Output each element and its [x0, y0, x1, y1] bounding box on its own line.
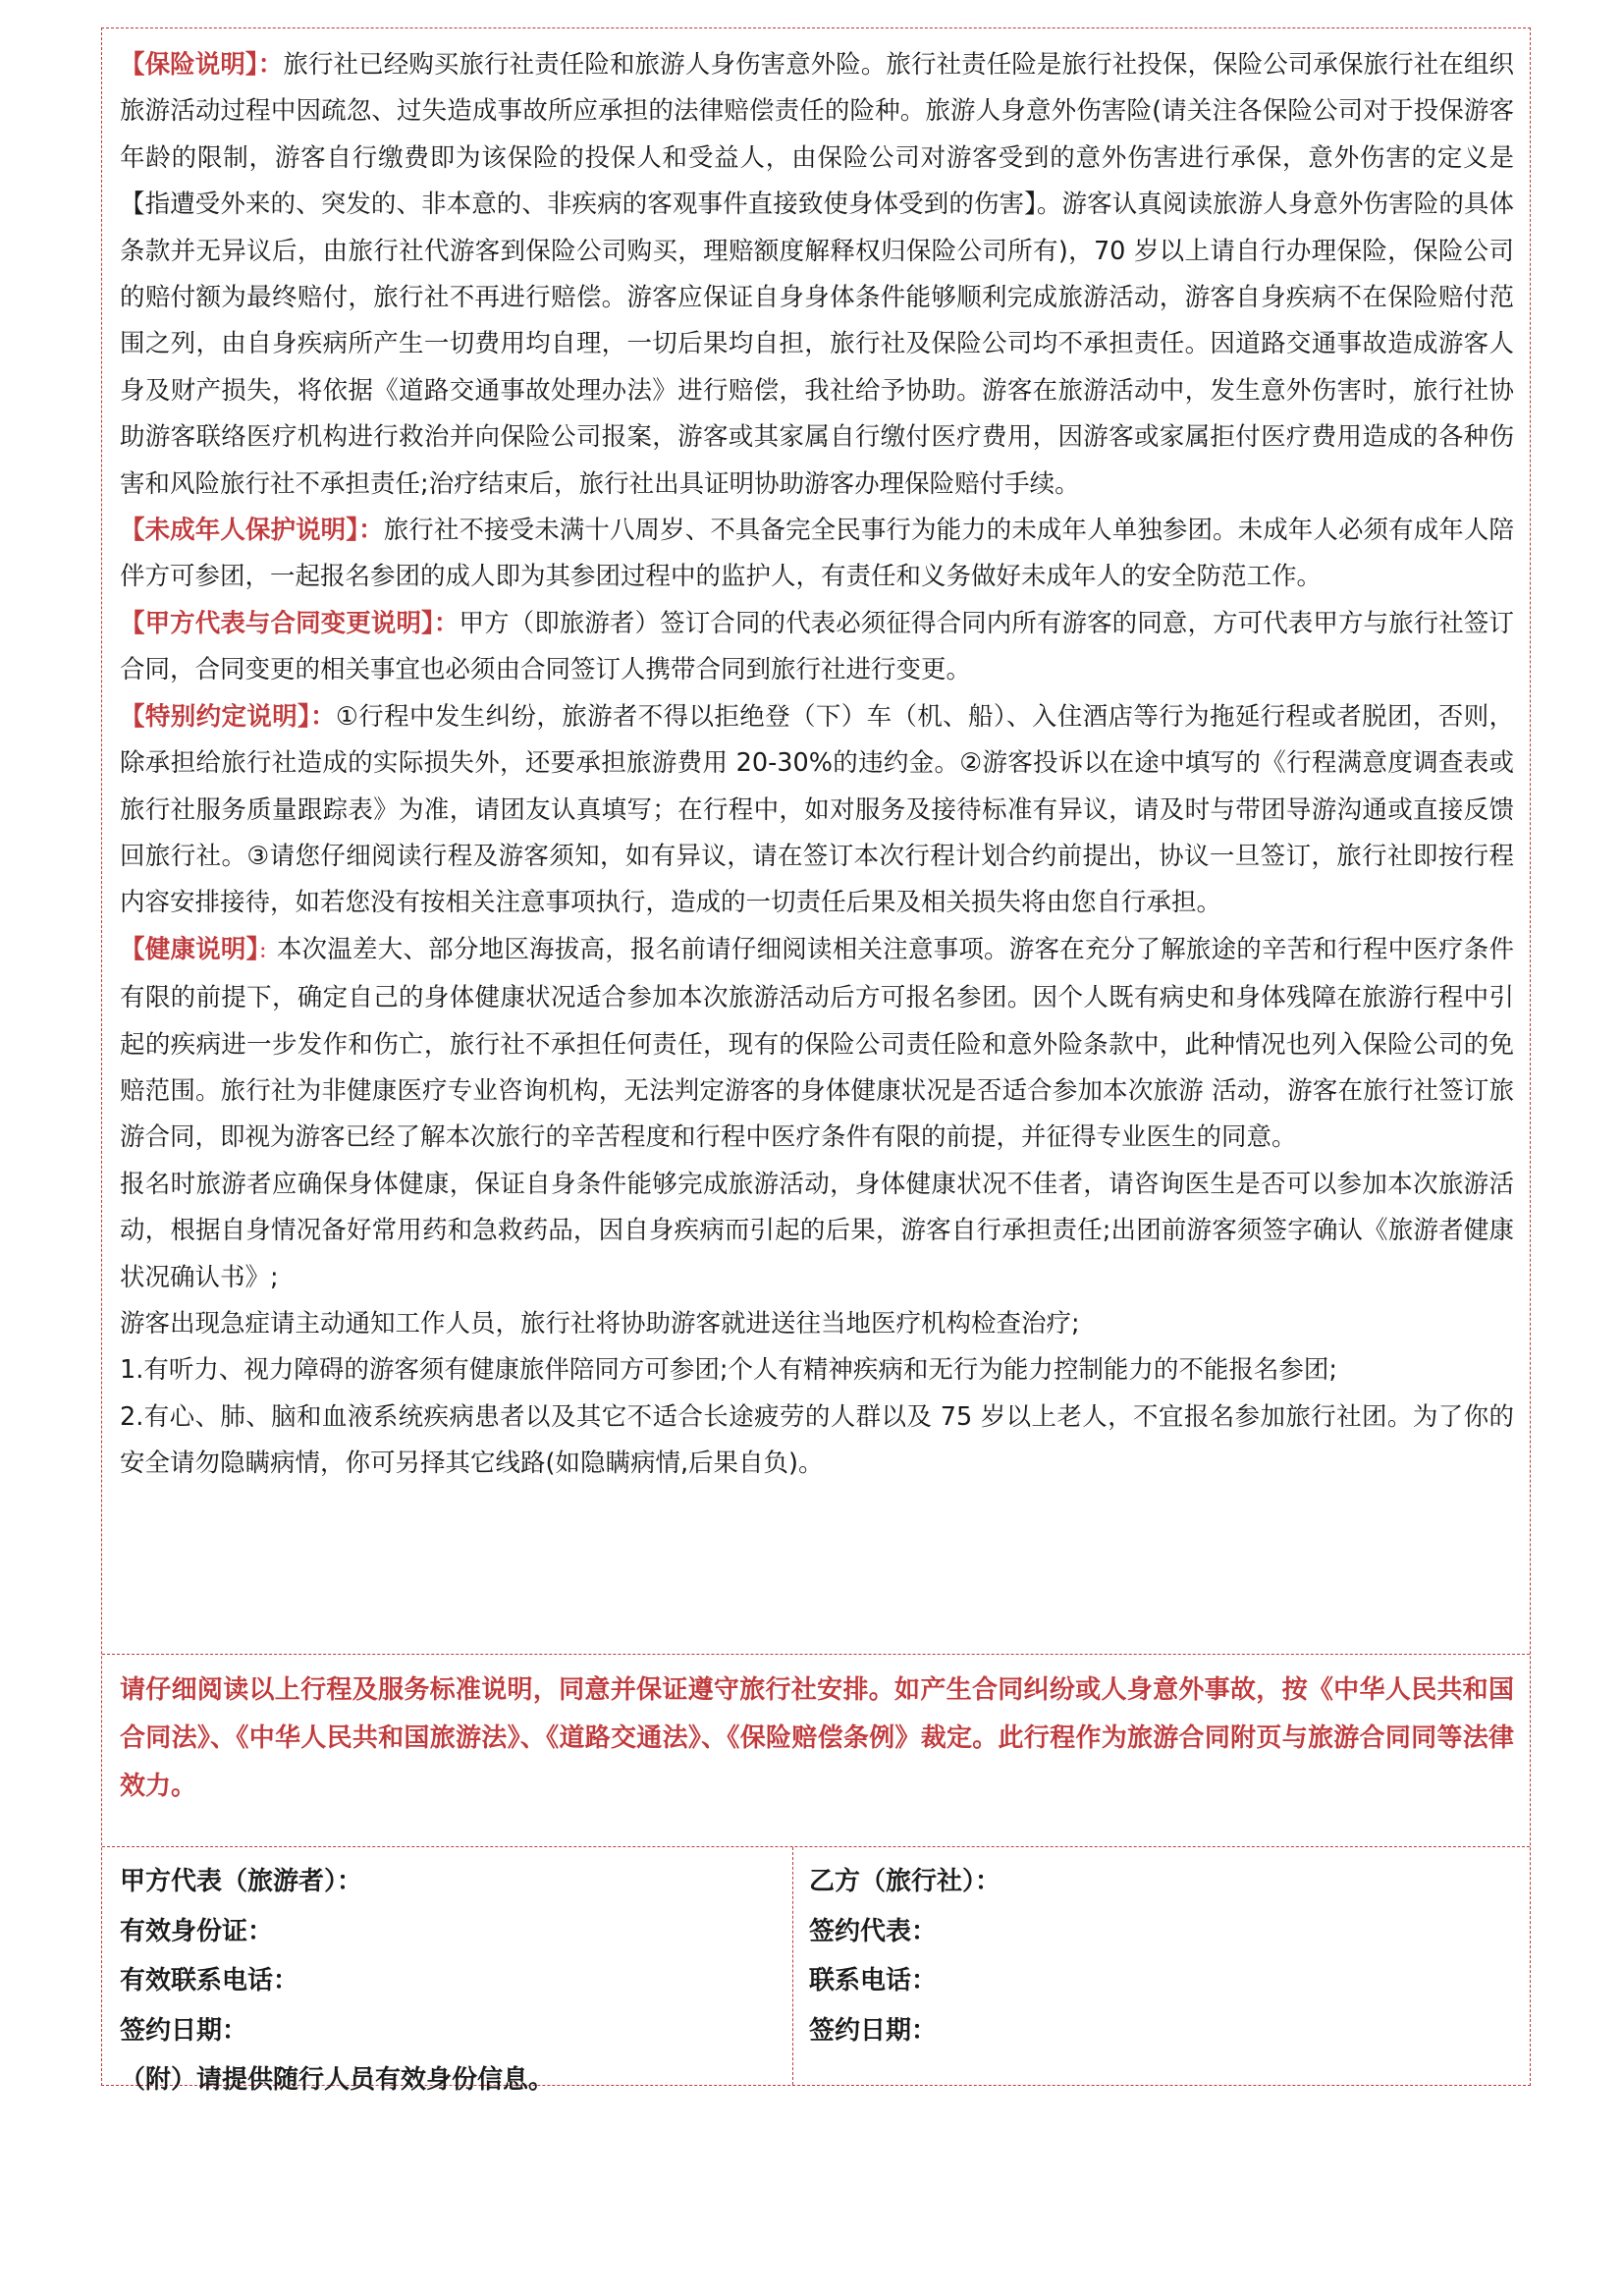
party-b-date-field: 签约日期： [809, 2015, 938, 2046]
legal-notice-text: 请仔细阅读以上行程及服务标准说明，同意并保证遵守旅行社安排。如产生合同纠纷或人身意外事故，按《中华人民共和国合同法》、《中华人民共和国旅游法》、《道路交通法》、《保险赔偿条例》裁定。此行程作为旅游合同附页与旅游合同同等法律效力。 [120, 1675, 1514, 1801]
representative-heading: 【甲方代表与合同变更说明】： [120, 608, 460, 638]
health-extra-line: 2.有心、肺、脑和血液系统疾病患者以及其它不适合长途疲劳的人群以及 75 岁以上老人，不宜报名参加旅行社团。为了你的安全请勿隐瞒病情，你可另择其它线路(如隐瞒病情,后果自负)。 [120, 1401, 1514, 1479]
party-a-column [102, 1847, 793, 2095]
insurance-paragraph [120, 42, 1514, 508]
minor-text: 旅行社不接受未满十八周岁、不具备完全民事行为能力的未成年人单独参团。未成年人必须有成年人陪伴方可参团，一起报名参团的成人即为其参团过程中的监护人，有责任和义务做好未成年人的安全防范工作。 [120, 516, 1514, 592]
party-b-column [793, 1847, 1530, 2085]
minor-paragraph [120, 508, 1514, 601]
special-text: ①行程中发生纠纷，旅游者不得以拒绝登（下）车（机、船）、入住酒店等行为拖延行程或者脱团，否则，除承担给旅行社造成的实际损失外，还要承担旅游费用 20-30%的违约金。②游客投诉以在途中填写的《行程满意度调查表或旅行社服务质量跟踪表》为准，请团友认真填写；在行程中，如对服务及接待标准有异议，请及时与带团导游沟通或直接反馈回旅行社。③请您仔细阅读行程及游客须知，如有异议，请在签订本次行程计划合约前提出，协议一旦签订，旅行社即按行程内容安排接待，如若您没有按相关注意事项执行，造成的一切责任后果及相关损失将由您自行承担。 [120, 701, 1514, 918]
signature-section [102, 1847, 1530, 2095]
party-a-phone-field: 有效联系电话： [120, 1966, 299, 1995]
special-paragraph [120, 694, 1514, 927]
health-extra-line: 报名时旅游者应确保身体健康，保证自身条件能够完成旅游活动，身体健康状况不佳者，请咨询医生是否可以参加本次旅游活动，根据自身情况备好常用药和急救药品，因自身疾病而引起的后果，游客自行承担责任;出团前游客须签字确认《旅游者健康状况确认书》; [120, 1169, 1514, 1292]
contract-frame [101, 27, 1531, 2095]
terms-section [102, 28, 1530, 1655]
party-a-date-field: 签约日期： [120, 2015, 248, 2046]
representative-paragraph [120, 601, 1514, 694]
party-a-id-field: 有效身份证： [120, 1916, 274, 1946]
health-heading: 【健康说明】 [120, 934, 259, 964]
health-heading-colon: ： [258, 941, 277, 962]
representative-text: 甲方（即旅游者）签订合同的代表必须征得合同内所有游客的同意，方可代表甲方与旅行社签订合同，合同变更的相关事宜也必须由合同签订人携带合同到旅行社进行变更。 [120, 608, 1514, 685]
party-b-title: 乙方（旅行社）： [809, 1867, 1001, 1896]
party-a-attachment-note: （附）请提供随行人员有效身份信息。 [120, 2065, 555, 2095]
minor-heading: 【未成年人保护说明】： [120, 516, 384, 546]
health-extra-line: 1.有听力、视力障碍的游客须有健康旅伴陪同方可参团;个人有精神疾病和无行为能力控制能力的不能报名参团; [120, 1355, 1338, 1386]
health-text: 本次温差大、部分地区海拔高，报名前请仔细阅读相关注意事项。游客在充分了解旅途的辛苦和行程中医疗条件有限的前提下，确定自己的身体健康状况适合参加本次旅游活动后方可报名参团。因个人既有病史和身体残障在旅游行程中引起的疾病进一步发作和伤亡，旅行社不承担任何责任，现有的保险公司责任险和意外险条款中，此种情况也列入保险公司的免赔范围。旅行社为非健康医疗专业咨询机构，无法判定游客的身体健康状况是否适合参加本次旅游 活动，游客在旅行社签订旅游合同，即视为游客已经了解本次旅行的辛苦程度和行程中医疗条件有限的前提，并征得专业医生的同意。 [120, 934, 1514, 1153]
party-b-rep-field: 签约代表： [809, 1916, 938, 1946]
party-a-title: 甲方代表（旅游者）： [120, 1867, 363, 1896]
legal-notice [102, 1655, 1530, 1847]
insurance-heading: 【保险说明】： [120, 50, 284, 80]
party-b-phone-field: 联系电话： [809, 1966, 938, 1995]
insurance-text: 旅行社已经购买旅行社责任险和旅游人身伤害意外险。旅行社责任险是旅行社投保，保险公司承保旅行社在组织旅游活动过程中因疏忽、过失造成事故所应承担的法律赔偿责任的险种。旅游人身意外伤害险(请关注各保险公司对于投保游客年龄的限制，游客自行缴费即为该保险的投保人和受益人，由保险公司对游客受到的意外伤害进行承保，意外伤害的定义是【指遭受外来的、突发的、非本意的、非疾病的客观事件直接致使身体受到的伤害】。游客认真阅读旅游人身意外伤害险的具体条款并无异议后，由旅行社代游客到保险公司购买，理赔额度解释权归保险公司所有)，70 岁以上请自行办理保险，保险公司的赔付额为最终赔付，旅行社不再进行赔偿。游客应保证自身身体条件能够顺利完成旅游活动，游客自身疾病不在保险赔付范围之列，由自身疾病所产生一切费用均自理，一切后果均自担，旅行社及保险公司均不承担责任。因道路交通事故造成游客人身及财产损失，将依据《道路交通事故处理办法》进行赔偿，我社给予协助。游客在旅游活动中，发生意外伤害时，旅行社协助游客联络医疗机构进行救治并向保险公司报案，游客或其家属自行缴付医疗费用，因游客或家属拒付医疗费用造成的各种伤害和风险旅行社不承担责任;治疗结束后，旅行社出具证明协助游客办理保险赔付手续。 [120, 50, 1514, 499]
special-heading: 【特别约定说明】： [120, 701, 337, 732]
health-extra-line: 游客出现急症请主动通知工作人员，旅行社将协助游客就进送往当地医疗机构检查治疗; [120, 1308, 1080, 1339]
health-paragraph [120, 927, 1514, 1162]
